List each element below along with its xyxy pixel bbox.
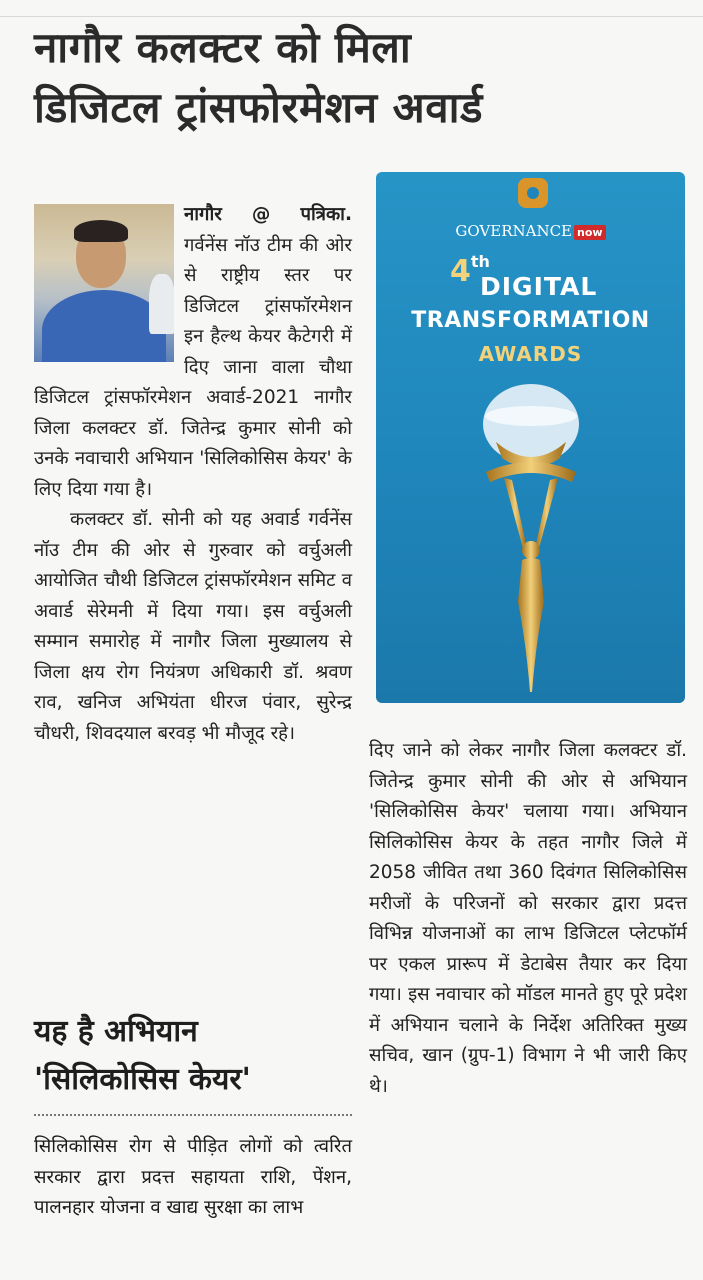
award-image [376, 172, 685, 703]
award-edition-suffix: th [470, 252, 490, 271]
right-column [369, 736, 687, 1102]
dateline: नागौर @ पत्रिका. [184, 204, 352, 225]
headline-line-1: नागौर कलक्टर को मिला [34, 23, 412, 72]
award-brand [376, 222, 685, 240]
award-brand-badge: now [574, 225, 606, 240]
paragraph-1-text: गर्वनेंस नॉउ टीम की ओर से राष्ट्रीय स्तर पर डिजिटल ट्रांसफॉरमेशन इन हैल्थ केयर कैटेगरी में दिए जाना वाला चौथा डिजिटल ट्रांसफॉरमेशन अवार्ड-2021 नागौर जिला कलक्टर डॉ. जितेन्द्र कुमार सोनी को उनके नवाचारी अभियान 'सिलिकोसिस केयर' के लिए दिया गया है। [34, 234, 352, 500]
top-rule [0, 16, 703, 17]
sub-heading-line-1: यह है अभियान [34, 1014, 198, 1049]
collector-photo [34, 204, 174, 362]
headline [34, 18, 694, 138]
paragraph-2: कलक्टर डॉ. सोनी को यह अवार्ड गर्वनेंस नॉउ टीम की ओर से गुरुवार को वर्चुअली आयोजित चौथी डिजिटल ट्रांसफॉरमेशन समिट व अवार्ड सेरेमनी में दिया गया। इस वर्चुअली सम्मान समारोह में नागौर जिला मुख्यालय से जिला क्षय रोग नियंत्रण अधिकारी डॉ. श्रवण राव, खनिज अभियंता धीरज पंवार, सुरेन्द्र चौधरी, शिवदयाल बरवड़ भी मौजूद रहे। [34, 509, 352, 744]
headline-line-2: डिजिटल ट्रांसफोरमेशन अवार्ड [34, 83, 483, 132]
paragraph-4: दिए जाने को लेकर नागौर जिला कलक्टर डॉ. जितेन्द्र कुमार सोनी की ओर से अभियान 'सिलिकोसिस केयर' चलाया गया। अभियान सिलिकोसिस केयर के तहत नागौर जिले में 2058 जीवित तथा 360 दिवंगत सिलिकोसिस मरीजों के परिजनों को सरकार द्वारा प्रदत्त विभिन्न योजनाओं का लाभ डिजिटल प्लेटफॉर्म पर एकल प्रारूप में डेटाबेस तैयार कर दिया गया। इस नवाचार को मॉडल मानते हुए पूरे प्रदेश में अभियान चलाने के निर्देश अतिरिक्त मुख्य सचिव, खान (ग्रुप-1) विभाग ने भी जारी किए थे। [369, 740, 687, 1097]
sub-heading-line-2: 'सिलिकोसिस केयर' [34, 1062, 251, 1097]
trophy-graphic [376, 172, 685, 703]
dotted-divider [34, 1114, 352, 1116]
paragraph-3-block [34, 1132, 352, 1224]
award-title-digital: DIGITAL [480, 272, 598, 301]
paragraph-3: सिलिकोसिस रोग से पीड़ित लोगों को त्वरित सरकार द्वारा प्रदत्त सहायता राशि, पेंशन, पालनहार योजना व खाद्य सुरक्षा का लाभ [34, 1136, 352, 1218]
award-title-transformation: TRANSFORMATION [411, 308, 650, 333]
sub-heading [34, 1008, 364, 1104]
left-column [34, 200, 352, 749]
award-title-awards: AWARDS [478, 342, 583, 366]
award-edition-number: 4 [450, 254, 471, 289]
award-brand-name: GOVERNANCE [455, 222, 573, 240]
governance-emblem-icon [518, 178, 548, 208]
